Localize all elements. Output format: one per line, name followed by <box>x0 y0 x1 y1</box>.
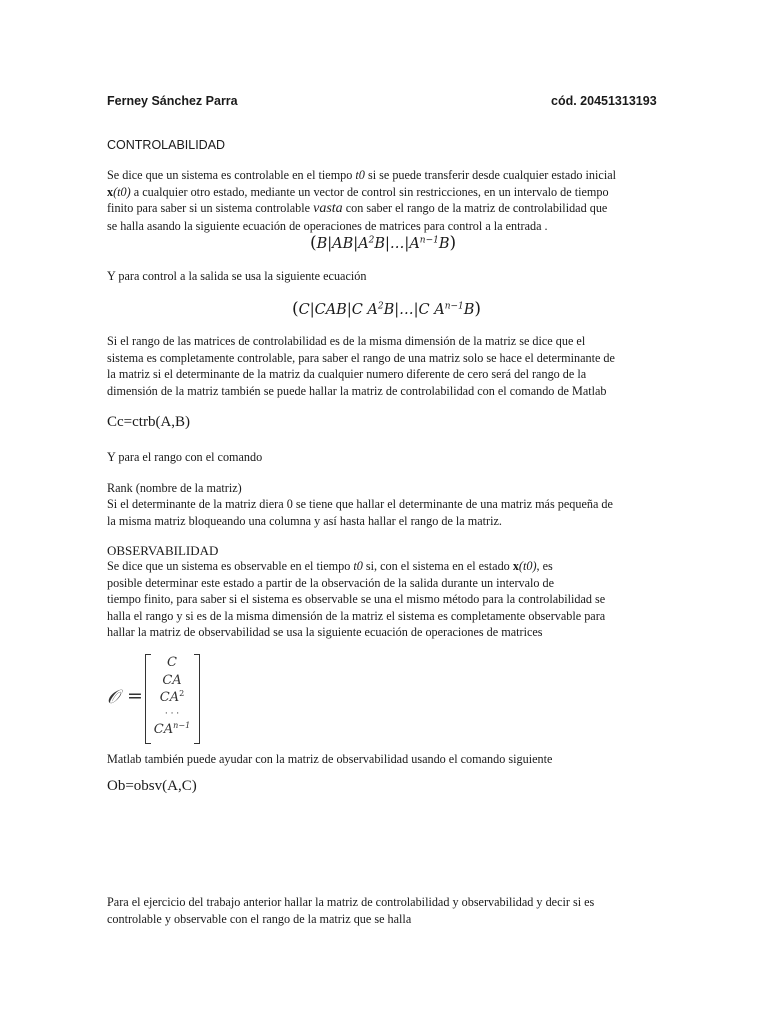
t0-symbol: (t0) <box>113 184 131 199</box>
matrix-right-bracket <box>194 654 200 744</box>
matrix-entry: C <box>167 655 177 670</box>
t0-symbol: t0 <box>355 168 365 182</box>
text-line: sistema es completamente controlable, para saber el rango de una matriz solo se hace el determinante de <box>107 350 615 365</box>
state-vector-symbol: x <box>107 184 114 199</box>
matrix-entry: CA <box>162 672 182 688</box>
text-line: la matriz si el determinante de la matriz da cualquier numero diferente de cero será del rango de la <box>107 367 587 381</box>
paragraph-determinant-zero <box>107 496 613 529</box>
matrix-entry: CA <box>153 721 174 737</box>
section-title-observabilidad: OBSERVABILIDAD <box>107 543 219 558</box>
controllability-matrix-equation <box>310 233 456 253</box>
matrix-row <box>150 721 194 739</box>
text-line: tiempo finito, para saber si el sistema es observable se una el mismo método para la controlabilidad se <box>107 592 606 606</box>
text-line <box>107 167 616 184</box>
text-line: dimensión de la matriz también se puede hallar la matriz de controlabilidad con el comando de Matlab <box>107 383 607 398</box>
right-paren: ) <box>449 233 457 253</box>
text-line: posible determinar este estado a partir de la observación de la salida durante un intervalo de <box>107 575 555 590</box>
text-span: se halla asando la siguiente ecuación de operaciones de matrices para control a la entrada . <box>107 218 548 233</box>
paragraph-controlability-definition <box>107 167 616 234</box>
state-vector-symbol: x <box>512 559 519 573</box>
observability-symbol: 𝒪 <box>107 686 119 708</box>
text-span: si, con el sistema en el estado <box>362 559 513 573</box>
paragraph-observability-definition <box>107 558 605 641</box>
eq-part: B|AB|A <box>316 236 369 252</box>
text-line <box>107 200 616 218</box>
output-control-text: Y para control a la salida se usa la siguiente ecuación <box>107 269 367 283</box>
matrix-rows <box>150 654 194 738</box>
rank-label: Rank (nombre de la matriz) <box>107 481 242 495</box>
text-line: controlable y observable con el rango de la matriz que se halla <box>107 911 412 926</box>
eq-exponent: 2 <box>368 235 375 246</box>
text-line: hallar la matriz de observabilidad se usa la siguiente ecuación de operaciones de matrices <box>107 625 543 639</box>
student-code: cód. 20451313193 <box>551 94 657 108</box>
text-span: a cualquier otro estado, mediante un vector de control sin restricciones, en un intervalo de tiempo <box>130 184 609 199</box>
matrix-ellipsis: · · · <box>164 708 180 719</box>
text-line: Para el ejercicio del trabajo anterior hallar la matriz de controlabilidad y observabilidad y decir si es <box>107 895 595 909</box>
paragraph-rank-explanation <box>107 333 615 399</box>
matrix-exponent: 2 <box>179 689 185 699</box>
matlab-observability-text: Matlab también puede ayudar con la matriz de observabilidad usando el comando siguiente <box>107 752 553 766</box>
left-paren: ( <box>310 233 317 253</box>
text-span: Se dice que un sistema es controlable en el tiempo <box>107 168 356 182</box>
text-span: con saber el rango de la matriz de controlabilidad que <box>342 201 608 215</box>
text-span: finito para saber si un sistema controlable <box>107 201 314 215</box>
eq-part: B|…|C A <box>383 302 445 318</box>
text-line <box>107 558 605 575</box>
text-line: halla el rango y si es de la misma dimensión de la matriz el sistema es completamente observable para <box>107 608 606 623</box>
matrix-row <box>150 654 194 672</box>
paragraph-exercise <box>107 894 594 927</box>
text-line <box>107 218 616 235</box>
observability-matrix <box>107 652 207 745</box>
text-line: la misma matriz bloqueando una columna y así hasta hallar el rango de la matriz. <box>107 513 502 528</box>
text-span: , es <box>536 559 553 573</box>
text-line <box>107 184 616 201</box>
eq-part: B <box>463 302 475 318</box>
vasta-word: vasta <box>313 201 343 216</box>
eq-part: C|CAB|C A <box>298 302 378 318</box>
eq-part: B <box>438 236 450 252</box>
matrix-row <box>150 672 194 690</box>
t0-symbol: (t0) <box>518 559 537 573</box>
section-title-controlabilidad: CONTROLABILIDAD <box>107 138 226 152</box>
eq-exponent: 2 <box>377 301 384 312</box>
equals-sign: = <box>127 685 143 707</box>
rank-command-text: Y para el rango con el comando <box>107 450 263 464</box>
matlab-obsv-command: Ob=obsv(A,C) <box>107 778 197 794</box>
matrix-row <box>150 707 194 721</box>
matrix-row <box>150 689 194 707</box>
text-line: Si el rango de las matrices de controlabilidad es de la misma dimensión de la matriz se dice que el <box>107 334 586 348</box>
text-span: Se dice que un sistema es observable en el tiempo <box>107 559 354 573</box>
left-paren: ( <box>292 299 299 319</box>
right-paren: ) <box>474 299 482 319</box>
t0-symbol: t0 <box>353 559 363 573</box>
output-controllability-equation <box>292 299 481 319</box>
text-line: Si el determinante de la matriz diera 0 se tiene que hallar el determinante de una matriz más pequeña de <box>107 497 613 511</box>
eq-exponent: n−1 <box>444 301 464 312</box>
matlab-ctrb-command: Cc=ctrb(A,B) <box>107 414 191 430</box>
matrix-entry: CA <box>159 690 180 705</box>
eq-exponent: n−1 <box>419 235 439 246</box>
eq-part: B|…|A <box>374 236 420 252</box>
matrix-exponent: n−1 <box>173 720 191 730</box>
author-name: Ferney Sánchez Parra <box>107 94 238 108</box>
text-span: si se puede transferir desde cualquier estado inicial <box>364 168 617 182</box>
